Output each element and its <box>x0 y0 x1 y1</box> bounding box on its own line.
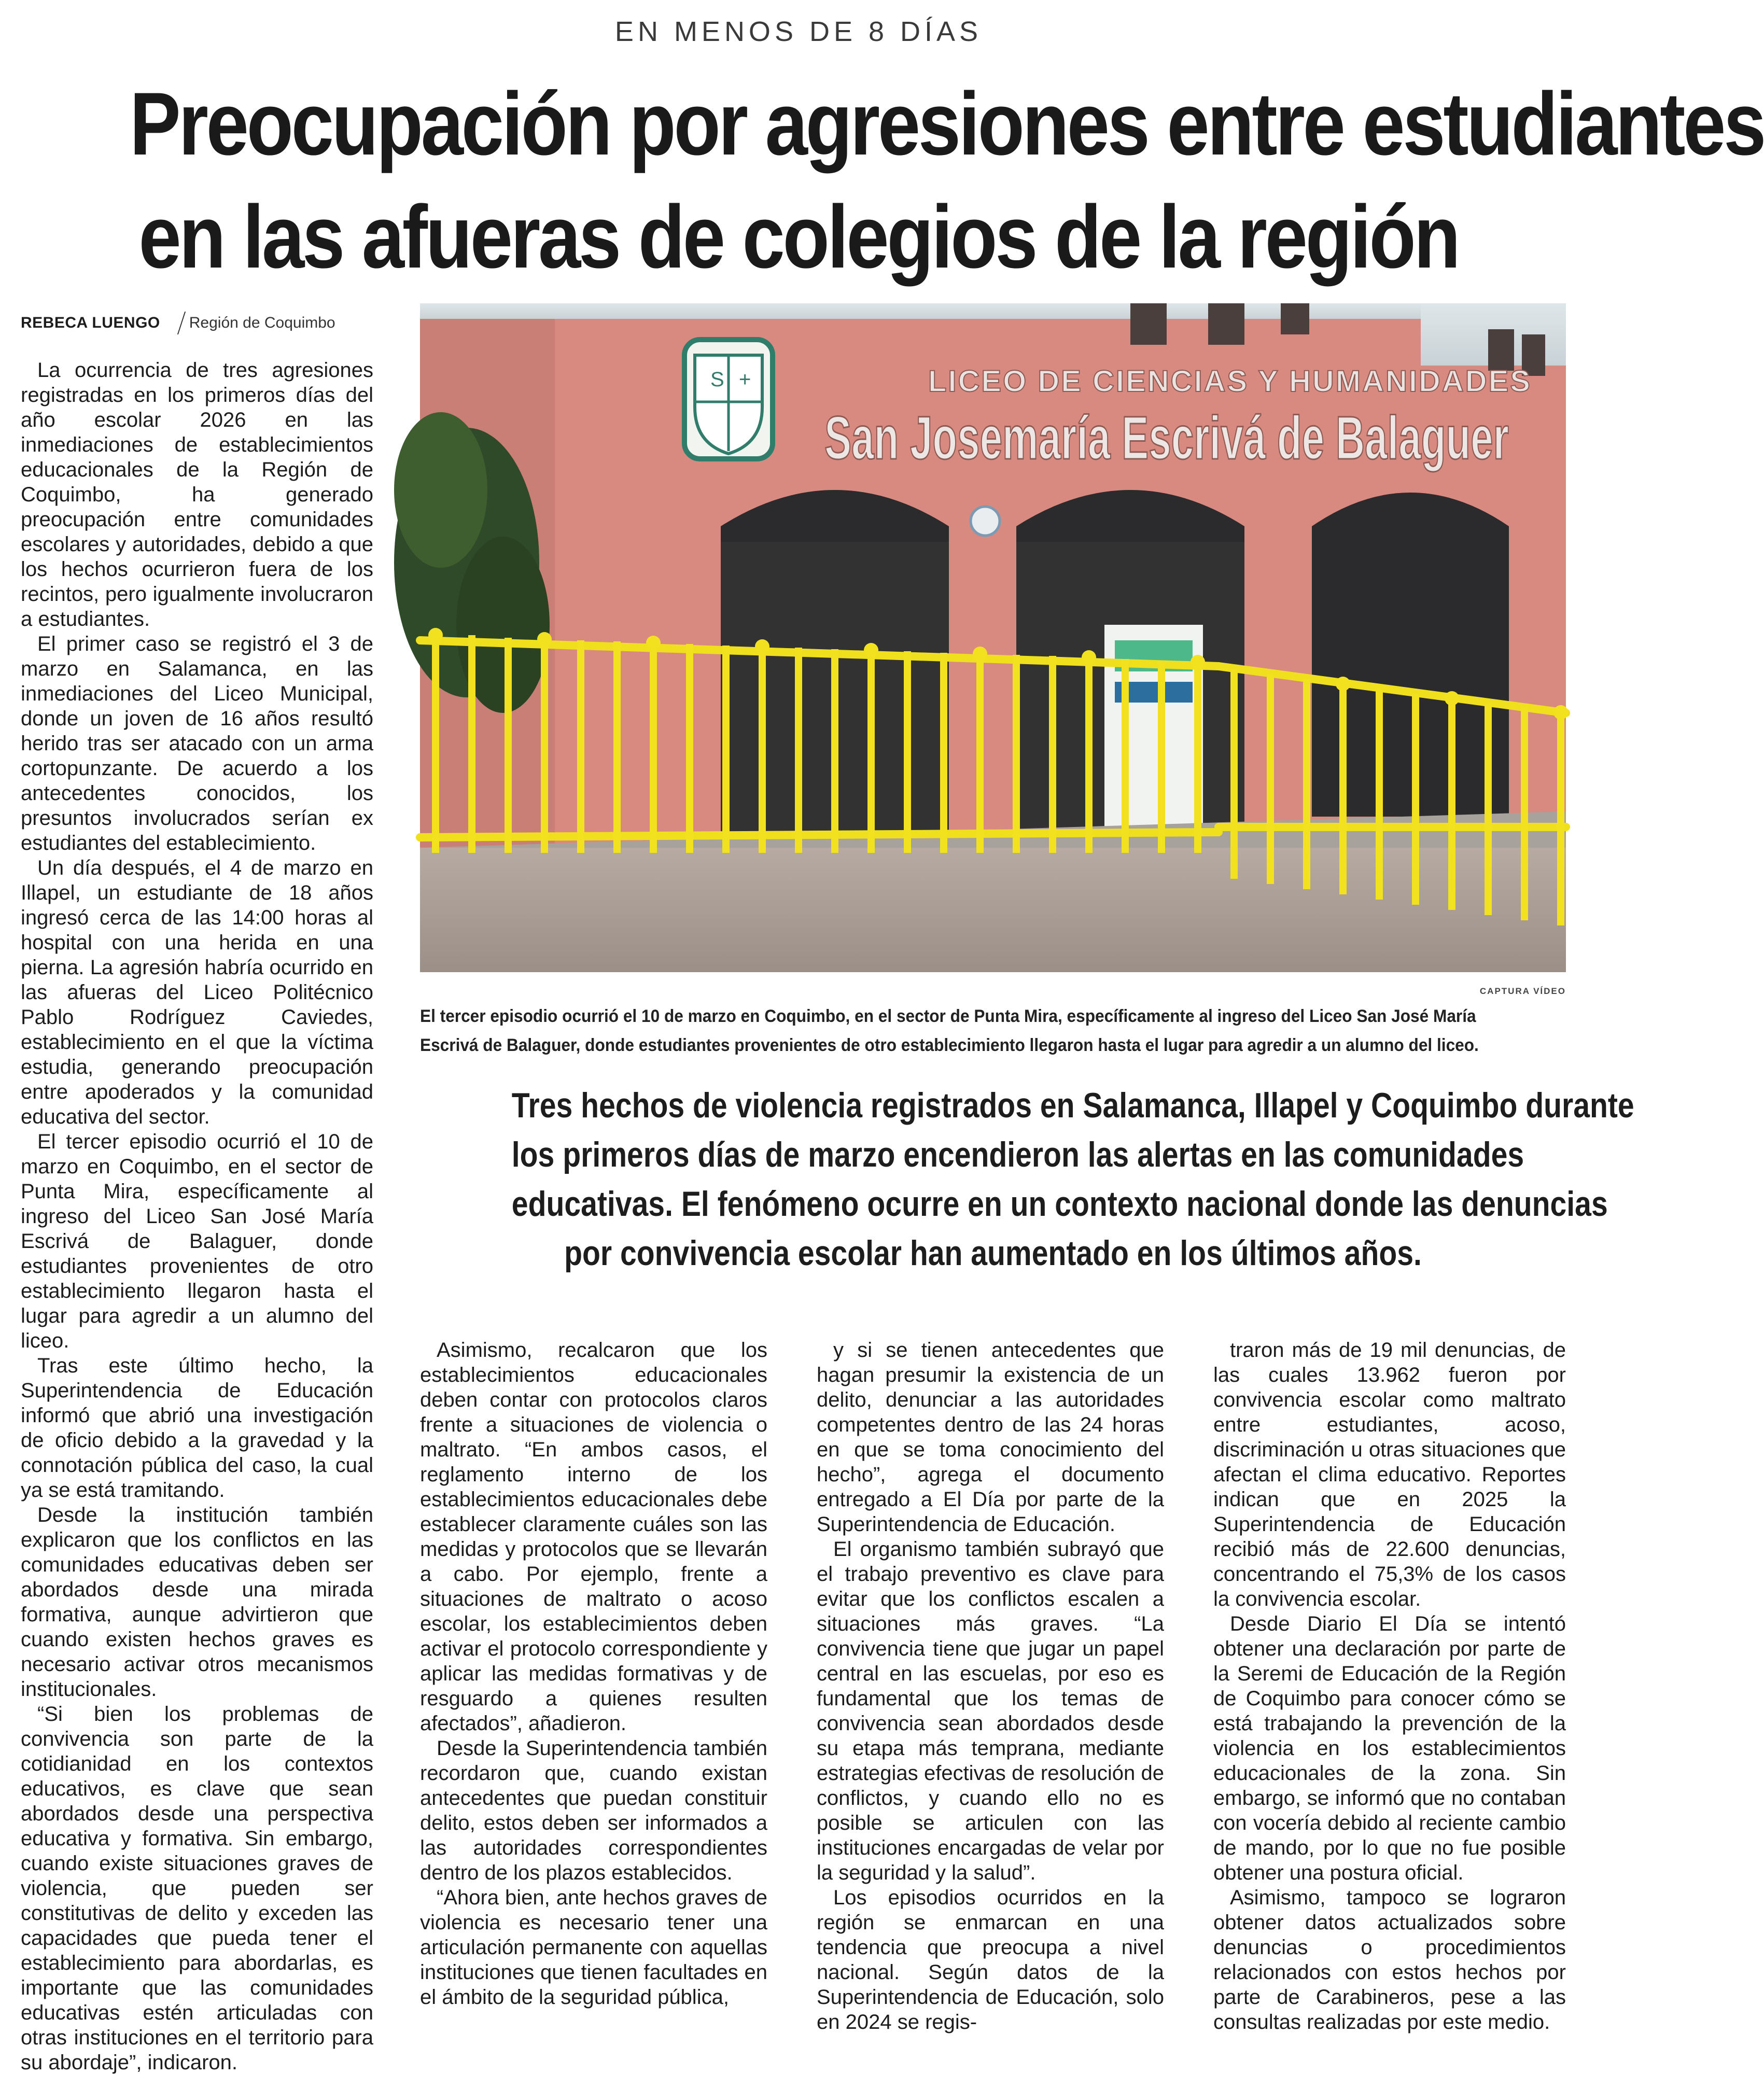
photo-illustration <box>420 303 1566 972</box>
byline-region: Región de Coquimbo <box>189 314 335 331</box>
paragraph: Asimismo, tampoco se lograron obtener datos actualizados sobre denuncias o procedimientos relacionados con estos hechos por parte de Carabineros, pese a las consultas realizadas por este medio. <box>1213 1886 1566 2033</box>
paragraph: Desde la Superintendencia también recordaron que, cuando existan antecedentes que puedan constituir delito, estos deben ser informados a las autoridades correspondientes dentro de los plazos establecidos. <box>420 1737 767 1884</box>
section-kicker: EN MENOS DE 8 DÍAS <box>614 16 983 47</box>
paragraph: Asimismo, recalcaron que los establecimientos educacionales deben contar con protocolos claros frente a situaciones de violencia o maltrato. “En ambos casos, el reglamento interno de los establecimientos educacionales debe establecer claramente cuáles son las medidas y protocolos que se llevarán a cabo. Por ejemplo, frente a situaciones de maltrato o acoso escolar, los establecimientos deben activar el protocolo correspondiente y aplicar las medidas formativas y de resguardo a quienes resulten afectados”, añadieron. <box>420 1339 767 1735</box>
paragraph: Desde Diario El Día se intentó obtener una declaración por parte de la Seremi de Educación de la Región de Coquimbo para conocer cómo se está trabajando la prevención de la violencia en los establecimientos educacionales de la zona. Sin embargo, se informó que no contaban con vocería debido al reciente cambio de mando, por lo que no fue posible obtener una postura oficial. <box>1213 1612 1566 1884</box>
article-column-3 <box>817 1338 1164 2035</box>
deck-line-1: Tres hechos de violencia registrados en Salamanca, Illapel y Coquimbo durante <box>511 1086 1634 1125</box>
badge-icon <box>971 507 1000 536</box>
deck-line-4: por convivencia escolar han aumentado en los últimos años. <box>564 1233 1422 1273</box>
paragraph: Los episodios ocurridos en la región se enmarcan en una tendencia que preocupa a nivel nacional. Según datos de la Superintendencia de Educación, solo en 2024 se regis- <box>817 1886 1164 2033</box>
byline-author: REBECA LUENGO <box>21 314 160 331</box>
photo-caption: El tercer episodio ocurrió el 10 de marzo en Coquimbo, en el sector de Punta Mira, específicamente al ingreso del Liceo San José María Escrivá de Balaguer, donde estudiantes provenientes de otro establecimiento llegaron hasta el lugar para agredir a un alumno del liceo. <box>420 1006 1479 1055</box>
paragraph: Un día después, el 4 de marzo en Illapel, un estudiante de 18 años ingresó cerca de las 14:00 horas al hospital con una herida en una pierna. La agresión habría ocurrido en las afueras del Liceo Politécnico Pablo Rodríguez Caviedes, establecimiento en el que la víctima estudia, generando preocupación entre apoderados y la comunidad educativa del sector. <box>21 857 373 1128</box>
sidewalk <box>420 848 1566 972</box>
headline <box>130 67 1764 293</box>
deck-line-3: educativas. El fenómeno ocurre en un contexto nacional donde las denuncias <box>511 1184 1608 1224</box>
school-entrance-photo <box>420 303 1566 972</box>
byline-divider <box>177 312 186 334</box>
article-column-2 <box>420 1338 767 2010</box>
paragraph: “Ahora bien, ante hechos graves de violencia es necesario tener una articulación permanente con aquellas instituciones que tienen facultades en el ámbito de la seguridad pública, <box>420 1886 767 2009</box>
article-deck <box>511 1081 1634 1278</box>
svg-text:+: + <box>739 368 751 391</box>
deck-line-2: los primeros días de marzo encendieron las alertas en las comunidades <box>511 1135 1524 1174</box>
sign-line-2: San Josemaría Escrivá de Balaguer <box>824 404 1509 472</box>
photo-credit: CAPTURA VÍDEO <box>1479 986 1566 996</box>
paragraph: y si se tienen antecedentes que hagan presumir la existencia de un delito, denunciar a las autoridades competentes dentro de las 24 horas en que se toma conocimiento del hecho”, agrega el documento entregado a El Día por parte de la Superintendencia de Educación. <box>817 1339 1164 1536</box>
paragraph: El organismo también subrayó que el trabajo preventivo es clave para evitar que los conflictos escalen a situaciones más graves. “La convivencia tiene que jugar un papel central en las escuelas, por eso es fundamental que los temas de convivencia sean abordados desde su etapa más temprana, mediante estrategias efectivas de resolución de conflictos, y cuando ello no es posible se articulen con las instituciones encargadas de velar por la seguridad y la salud”. <box>817 1538 1164 1884</box>
svg-text:S: S <box>710 368 724 391</box>
byline <box>21 310 368 336</box>
school-crest-icon <box>684 340 773 459</box>
paragraph: Desde la institución también explicaron que los conflictos en las comunidades educativas deben ser abordados desde una mirada formativa, aunque advirtieron que cuando existen hechos graves es necesario activar otros mecanismos institucionales. <box>21 1504 373 1701</box>
paragraph: “Si bien los problemas de convivencia son parte de la cotidianidad en los contextos educativos, es clave que sean abordados desde una perspectiva educativa y formativa. Sin embargo, cuando existe situaciones graves de violencia, que pueden ser constitutivas de delito y exceden las capacidades que pueda tener el establecimiento para abordarlas, es importante que las comunidades educativas estén articuladas con otras instituciones en el territorio para su abordaje”, indicaron. <box>21 1703 373 2074</box>
paragraph: El tercer episodio ocurrió el 10 de marzo en Coquimbo, en el sector de Punta Mira, específicamente al ingreso del Liceo San José María Escrivá de Balaguer, donde estudiantes provenientes de otro establecimiento llegaron hasta el lugar para agredir a un alumno del liceo. <box>21 1130 373 1352</box>
paragraph: El primer caso se registró el 3 de marzo en Salamanca, en las inmediaciones del Liceo Municipal, donde un joven de 16 años resultó herido tras ser atacado con un arma cortopunzante. De acuerdo a los antecedentes conocidos, los presuntos involucrados serían ex estudiantes del establecimiento. <box>21 633 373 854</box>
headline-line-2: en las afueras de colegios de la región <box>138 187 1459 287</box>
headline-line-1: Preocupación por agresiones entre estudiantes <box>130 74 1764 174</box>
paragraph: Tras este último hecho, la Superintendencia de Educación informó que abrió una investigación de oficio debido a la gravedad y la connotación pública del caso, la cual ya se está tramitando. <box>21 1354 373 1502</box>
sign-line-1: LICEO DE CIENCIAS Y HUMANIDADES <box>928 364 1532 398</box>
article-column-1 <box>21 358 373 2075</box>
paragraph: traron más de 19 mil denuncias, de las cuales 13.962 fueron por convivencia escolar como maltrato entre estudiantes, acoso, discriminación u otras situaciones que afectan el clima educativo. Reportes indican que en 2025 la Superintendencia de Educación recibió más de 22.600 denuncias, concentrando el 75,3% de los casos la convivencia escolar. <box>1213 1339 1566 1610</box>
article-column-4 <box>1213 1338 1566 2035</box>
paragraph: La ocurrencia de tres agresiones registradas en los primeros días del año escolar 2026 en las inmediaciones de establecimientos educacionales de la Región de Coquimbo, ha generado preocupación entre comunidades escolares y autoridades, debido a que los hechos ocurrieron fuera de los recintos, pero igualmente involucraron a estudiantes. <box>21 359 373 630</box>
